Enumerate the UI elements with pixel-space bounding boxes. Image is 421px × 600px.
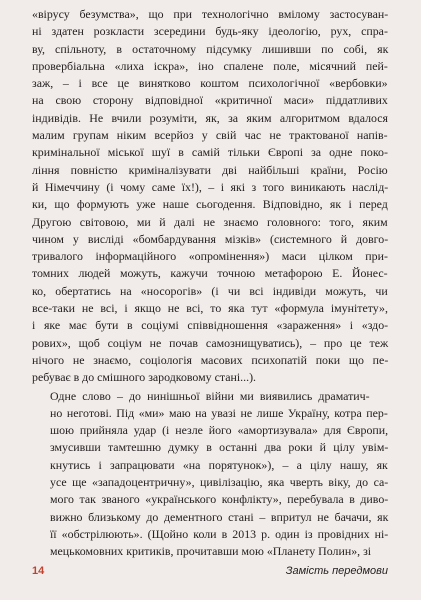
- text-line: й Німеччину (і чому саме їх!), – і які з того виникають наслід-: [32, 179, 389, 194]
- text-line: кнутись і запрацювати «на порятунок»), – а цілу нашу, як: [50, 457, 388, 472]
- text-line: томних людей можуть, кажучи точною метафорою Е. Йонес-: [32, 266, 388, 281]
- text-line: кримінальної міської шуї в самій тільки Європі за одне поко-: [32, 145, 388, 160]
- text-line: ребуває в до смішного зародковому стані...).: [32, 370, 256, 385]
- text-line: і яке має бути в соціумі співвідношення «зараження» і «здо-: [32, 318, 389, 333]
- running-title: Замість передмови: [285, 565, 388, 577]
- text-line: «вірусу безумства», що при технологічно вмілому застосуван-: [32, 7, 389, 21]
- page-number: 14: [32, 565, 45, 577]
- text-line: ко, обертатись на «носорогів» (і чи всі індивіди можуть, чи: [32, 283, 388, 298]
- text-line: змусивши тамтешню думку в останні два роки й цілу увім-: [50, 440, 389, 455]
- text-line: мого так званого «українського конфлікту», перебувала в диво-: [50, 492, 389, 507]
- text-line: шою прийняла удар (і незле його «амортизувала» для Європи,: [50, 423, 389, 438]
- text-line: на свою сторону відповідної «критичної маси» піддатливих: [32, 93, 388, 108]
- text-line: все-таки не всі, і якщо не всі, то яка тут «формула імунітету»,: [32, 301, 388, 316]
- page-footer: [32, 565, 388, 581]
- text-line: рових», щоб соціум не почав самознищуватись), – про це теж: [32, 335, 389, 350]
- text-line: провербіальна «лиха іскра», іно спалене поле, місячний пей-: [32, 58, 388, 73]
- text-line: Одне слово – до нинішньої війни ми виявились драматич-: [50, 388, 370, 403]
- body-text: [32, 6, 388, 561]
- text-line: ву, спільноту, в остаточному підсумку лишивши по собі, як: [32, 41, 389, 56]
- text-line: індивідів. Не вчили розуміти, як, за яким алгоритмом вдалося: [32, 110, 389, 125]
- paragraph-1: [32, 6, 388, 387]
- text-line: заж, – і все це винятково коштом психологічної «вербовки»: [32, 76, 388, 91]
- paragraph-2: [32, 388, 388, 561]
- text-line: вижно близькому до дементного стані – впритул не бачачи, як: [50, 509, 389, 524]
- text-line: Другою світовою, ми й далі не знаємо головного: того, яким: [32, 214, 388, 229]
- text-line: нічого не знаємо, соціологія масових психопатій поки що пе-: [32, 352, 389, 367]
- text-line: чином у висліді «бомбардування мізків» (системного й довго-: [32, 231, 389, 246]
- text-line: ки, що формують уже наше сьогодення. Відповідно, як і перед: [32, 197, 388, 212]
- text-line: мецькомовних критиків, прочитавши мою «Планету Полин», зі: [50, 544, 372, 559]
- text-line: усе ще «западоцентричну», цивілізацію, яка чверть віку, до са-: [50, 475, 389, 490]
- text-line: но неготові. Під «ми» маю на увазі не лише Україну, котра пер-: [50, 405, 388, 420]
- text-line: ні здатен розкласти зсередини будь-яку ідеологію, рух, спра-: [32, 24, 388, 39]
- text-line: її «обстрілюють». (Щойно коли в 2013 р. один із провідних ні-: [50, 526, 389, 541]
- text-line: ління повністю криміналізувати дві найбільші країни, Росію: [32, 162, 388, 177]
- text-line: тривалого інформаційного «опромінення») маси цілком при-: [32, 249, 388, 264]
- text-line: малим групам ніким всерйоз у свій час не трактованої напів-: [32, 128, 388, 143]
